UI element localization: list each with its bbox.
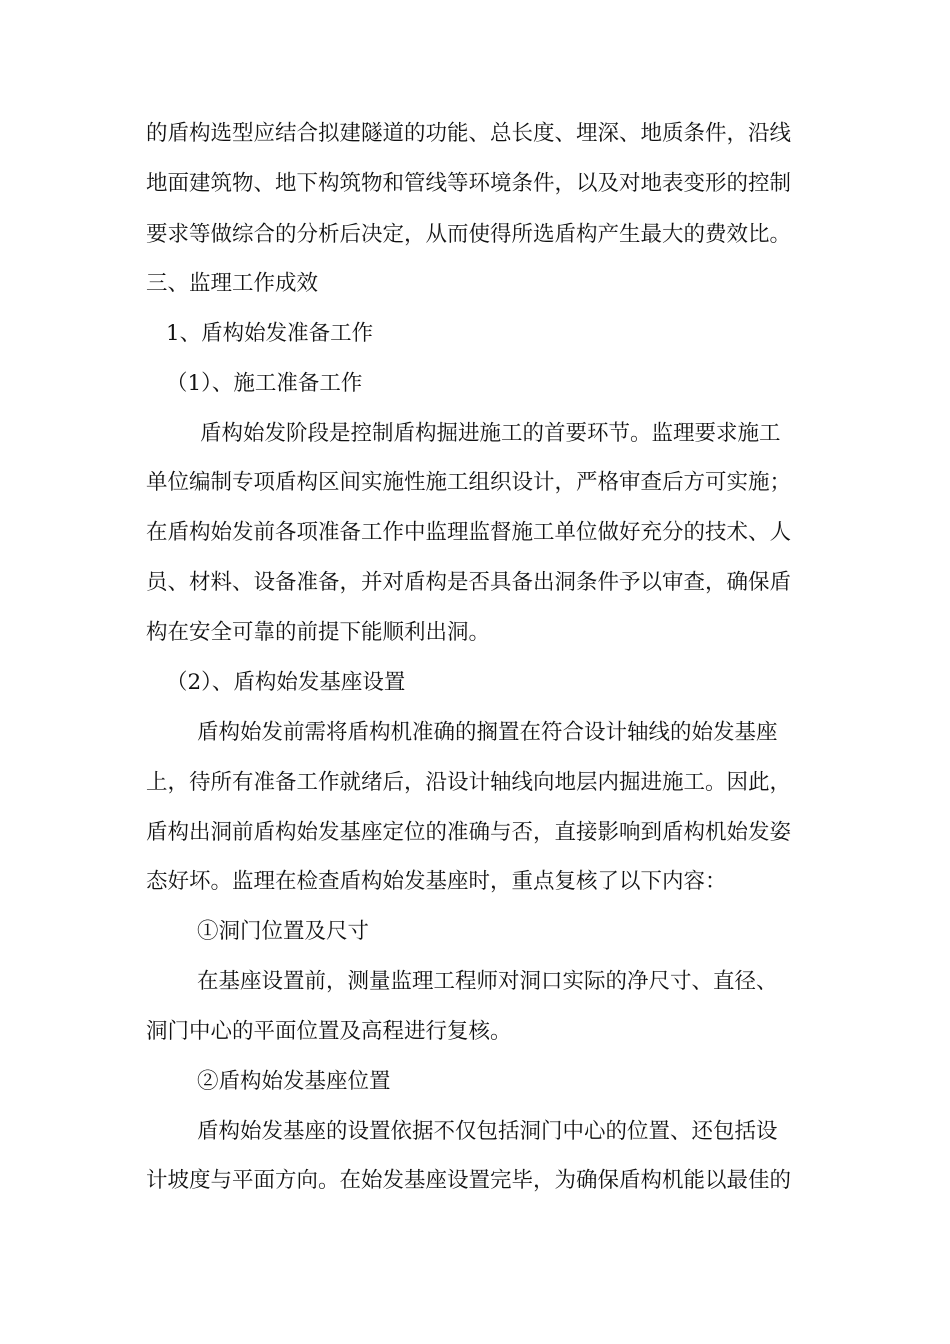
paragraph-line: 上，待所有准备工作就绪后，沿设计轴线向地层内掘进施工。因此，: [146, 770, 792, 795]
paragraph-line: 盾构始发前需将盾构机准确的搁置在符合设计轴线的始发基座: [197, 720, 778, 745]
paragraph-line: 洞门中心的平面位置及高程进行复核。: [146, 1019, 512, 1044]
item-heading: ①洞门位置及尺寸: [197, 919, 370, 944]
item-heading: ②盾构始发基座位置: [197, 1069, 391, 1094]
paragraph-line: 计坡度与平面方向。在始发基座设置完毕，为确保盾构机能以最佳的: [146, 1168, 792, 1193]
paragraph-line: 盾构始发基座的设置依据不仅包括洞门中心的位置、还包括设: [197, 1119, 778, 1144]
paragraph-line: 在盾构始发前各项准备工作中监理监督施工单位做好充分的技术、人: [146, 520, 792, 545]
paragraph-line: 单位编制专项盾构区间实施性施工组织设计，严格审查后方可实施；: [146, 470, 792, 495]
paragraph-line: 的盾构选型应结合拟建隧道的功能、总长度、埋深、地质条件，沿线: [146, 121, 792, 146]
paragraph-line: 盾构始发阶段是控制盾构掘进施工的首要环节。监理要求施工: [200, 421, 781, 446]
paragraph-line: 盾构出洞前盾构始发基座定位的准确与否，直接影响到盾构机始发姿: [146, 820, 792, 845]
subsubsection-heading: （2）、盾构始发基座设置: [166, 670, 406, 695]
paragraph-line: 员、材料、设备准备，并对盾构是否具备出洞条件予以审查，确保盾: [146, 570, 792, 595]
subsection-heading: 1、盾构始发准备工作: [166, 321, 374, 346]
paragraph-line: 在基座设置前，测量监理工程师对洞口实际的净尺寸、直径、: [197, 969, 778, 994]
paragraph-line: 态好坏。监理在检查盾构始发基座时，重点复核了以下内容：: [146, 869, 727, 894]
paragraph-line: 构在安全可靠的前提下能顺利出洞。: [146, 620, 491, 645]
section-heading: 三、监理工作成效: [146, 271, 319, 296]
paragraph-line: 地面建筑物、地下构筑物和管线等环境条件，以及对地表变形的控制: [146, 171, 792, 196]
paragraph-line: 要求等做综合的分析后决定，从而使得所选盾构产生最大的费效比。: [146, 222, 792, 247]
subsubsection-heading: （1）、施工准备工作: [166, 371, 363, 396]
